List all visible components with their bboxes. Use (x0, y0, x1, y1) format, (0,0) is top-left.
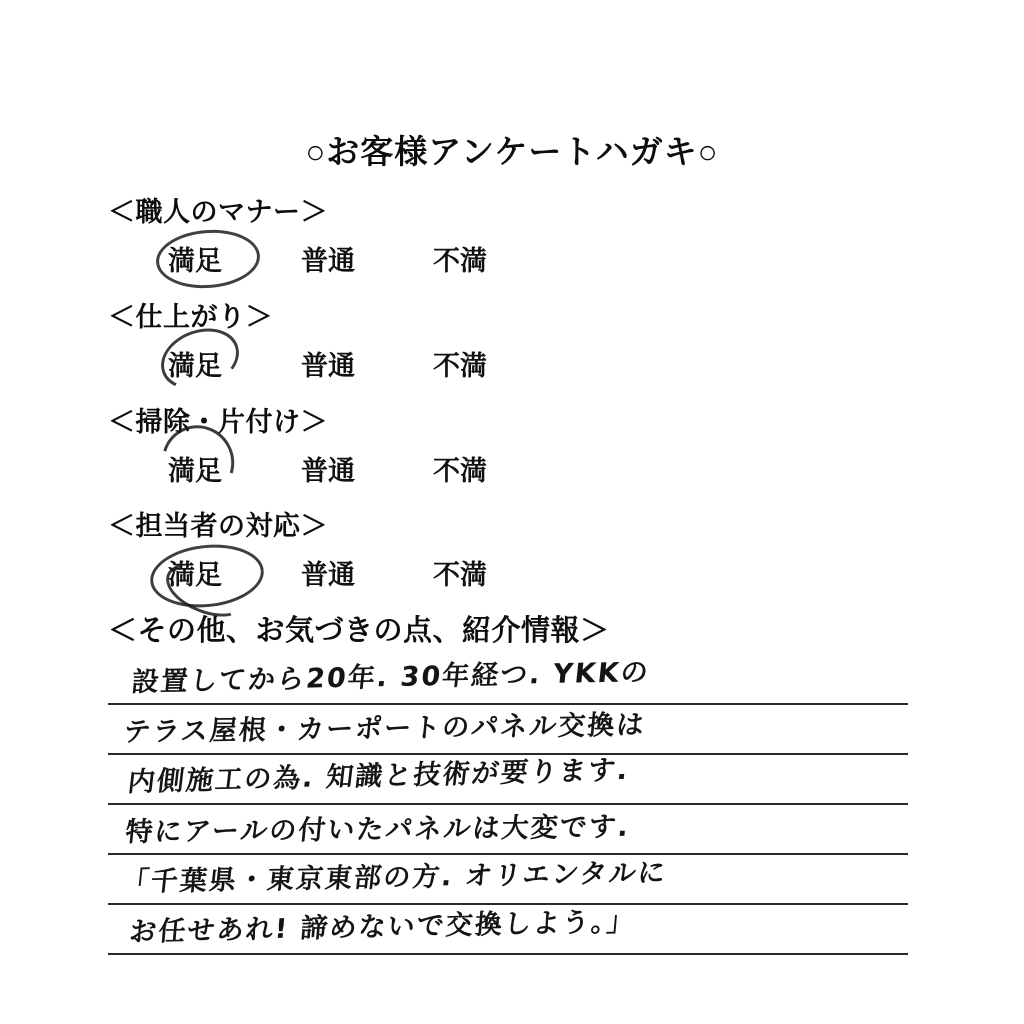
section-heading: ＜担当者の対応＞ (108, 511, 328, 541)
comment-line (108, 755, 908, 805)
comment-line (108, 855, 908, 905)
option-normal[interactable]: 普通 (301, 456, 355, 486)
option-normal[interactable]: 普通 (301, 560, 355, 590)
section-heading: ＜掃除・片付け＞ (108, 407, 328, 437)
comment-line (108, 655, 908, 705)
option-dissatisfied[interactable]: 不満 (433, 560, 487, 590)
page-title: ○お客様アンケートハガキ○ (305, 133, 719, 170)
option-group (138, 553, 808, 597)
comment-line (108, 805, 908, 855)
option-satisfied[interactable]: 満足 (168, 456, 222, 486)
comment-text: 特にアールの付いたパネルは大変です. (124, 811, 632, 849)
survey-section-finish (108, 295, 808, 388)
option-group (138, 239, 808, 283)
option-dissatisfied[interactable]: 不満 (433, 246, 487, 276)
option-group (138, 344, 808, 388)
option-satisfied[interactable]: 満足 (168, 560, 222, 590)
section-heading: ＜職人のマナー＞ (108, 197, 328, 227)
option-dissatisfied[interactable]: 不満 (433, 351, 487, 381)
comment-text: テラス屋根・カーポートのパネル交換は (122, 709, 647, 749)
option-normal[interactable]: 普通 (301, 246, 355, 276)
option-group (138, 449, 808, 493)
comment-text: 内側施工の為. 知識と技術が要ります. (126, 754, 632, 799)
survey-section-craftsman-manner (108, 190, 808, 283)
comment-text: 「千葉県・東京東部の方. オリエンタルに (120, 857, 669, 899)
free-comment-heading: ＜その他、お気づきの点、紹介情報＞ (108, 615, 610, 647)
survey-section-staff-response (108, 504, 808, 597)
survey-section-cleanup (108, 400, 808, 493)
section-heading: ＜仕上がり＞ (108, 302, 273, 332)
comment-line (108, 905, 908, 955)
option-normal[interactable]: 普通 (301, 351, 355, 381)
free-comment-area (108, 655, 908, 955)
comment-text: 設置してから20年. 30年経つ. YKKの (130, 657, 652, 699)
comment-line (108, 705, 908, 755)
option-satisfied[interactable]: 満足 (168, 246, 222, 276)
comment-text: お任せあれ! 諦めないで交換しよう。」 (128, 906, 637, 949)
option-dissatisfied[interactable]: 不満 (433, 456, 487, 486)
option-satisfied[interactable]: 満足 (168, 351, 222, 381)
